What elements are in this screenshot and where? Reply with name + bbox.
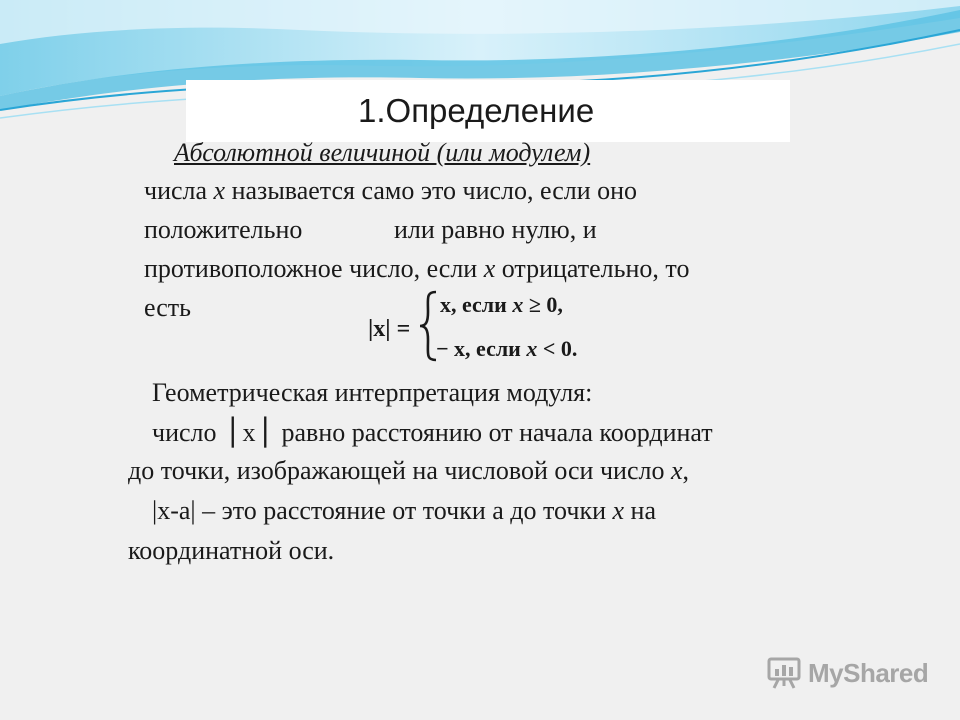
variable-x: x [213, 176, 226, 205]
definition-line-2-left: положительно [144, 215, 303, 244]
definition-line-3 [144, 254, 689, 284]
case-1-condition: ≥ 0, [523, 292, 563, 317]
case-2-expression: − x, если [436, 336, 527, 361]
variable-x: x [612, 496, 625, 525]
case-2-condition: < 0. [537, 336, 578, 361]
geometry-line-4: координатной оси. [128, 536, 335, 565]
text-segment: |x-a| – это расстояние от точки a до точки [152, 496, 613, 525]
definition-term: Абсолютной величиной (или модулем) [174, 138, 591, 167]
geometry-line-3 [152, 496, 656, 526]
variable-x: x [483, 254, 496, 283]
geometry-heading: Геометрическая интерпретация модуля: [152, 378, 593, 407]
text-segment: число [152, 418, 224, 447]
abs-x-symbol: ⎪x⎪ [223, 418, 276, 447]
definition-line-1 [144, 176, 637, 206]
text-segment: противоположное число, если [144, 254, 484, 283]
presentation-board-icon [766, 656, 802, 690]
text-segment: числа [144, 176, 214, 205]
slide-title: 1.Определение [358, 92, 595, 129]
case-1-expression: x, если [440, 292, 513, 317]
formula-lhs: |x| = [368, 316, 411, 342]
definition-line-4: есть [144, 293, 191, 322]
watermark-text: MyShared [808, 657, 929, 688]
case-1-variable: x [512, 292, 524, 317]
text-segment: на [624, 496, 656, 525]
text-segment: называется само это число, если оно [225, 176, 638, 205]
variable-x: x [670, 456, 683, 485]
text-segment: , [682, 456, 690, 485]
formula-case-1 [440, 292, 563, 317]
text-segment: равно расстоянию от начала координат [275, 418, 713, 447]
geometry-line-1 [152, 418, 713, 448]
modulus-formula [366, 284, 626, 368]
text-segment: до точки, изображающей на числовой оси число [128, 456, 671, 485]
geometry-line-2 [128, 456, 689, 486]
text-segment: отрицательно, то [495, 254, 690, 283]
watermark [766, 656, 928, 690]
case-2-variable: x [526, 336, 538, 361]
definition-line-2-right: или равно нулю, и [394, 215, 597, 244]
formula-case-2 [436, 336, 577, 361]
left-brace [420, 292, 436, 360]
